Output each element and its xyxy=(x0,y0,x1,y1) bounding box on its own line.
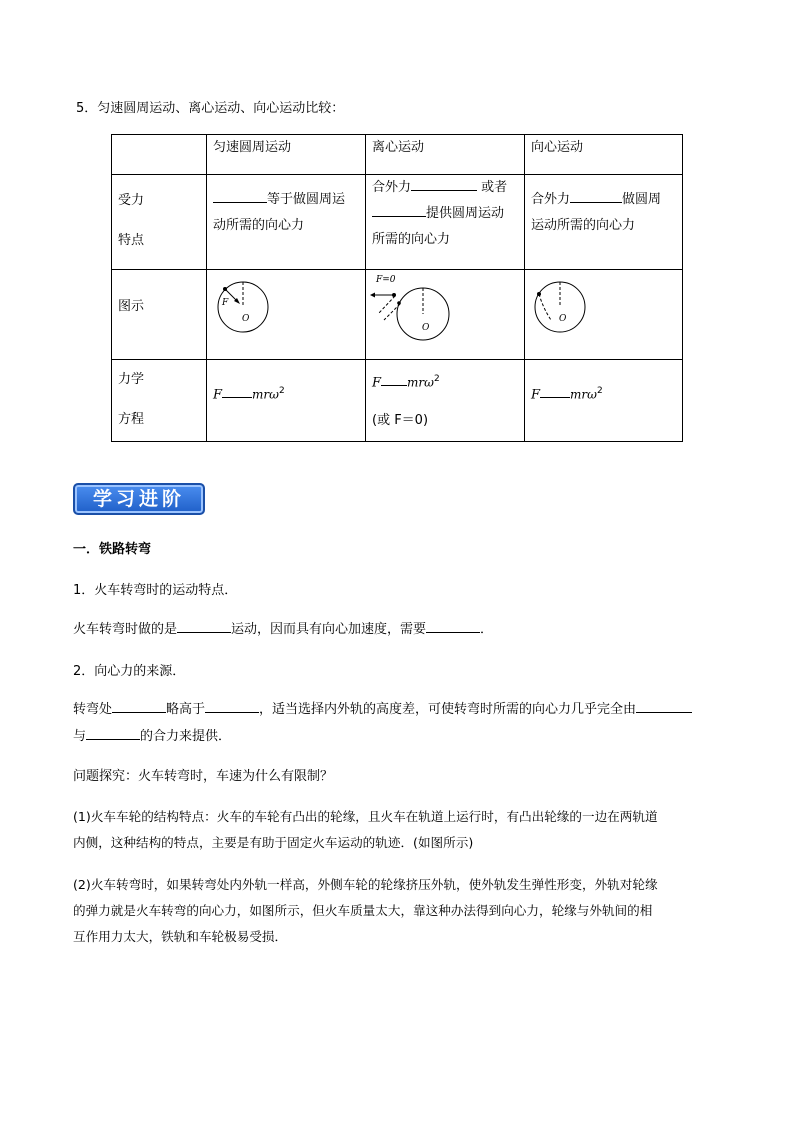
paragraph-1-line1: (1)火车车轮的结构特点：火车的车轮有凸出的轮缘，且火车在轨道上运行时，有凸出轮缘的一边在两轨道 xyxy=(73,809,658,824)
answer-blank[interactable] xyxy=(381,373,407,386)
answer-blank[interactable] xyxy=(636,700,692,713)
answer-blank[interactable] xyxy=(372,204,426,217)
header-centripetal: 向心运动 xyxy=(525,135,683,175)
table-row-diagram xyxy=(112,270,683,360)
item-1-text: 火车转弯时做的是 运动，因而具有向心加速度，需要 ． xyxy=(73,622,494,637)
header-empty-cell xyxy=(112,135,207,175)
centrifugal-circle-diagram xyxy=(366,270,524,359)
center-label: O xyxy=(422,323,430,333)
paragraph-2-line1: (2)火车转弯时，如果转弯处内外轨一样高，外侧车轮的轮缘挤压外轨，使外轨发生弹性形变，外轨对轮缘 xyxy=(73,877,658,892)
row-label-force: 受力 特点 xyxy=(112,175,207,270)
centripetal-circle-diagram xyxy=(525,270,683,359)
section-banner: 学习进阶 xyxy=(73,483,205,515)
answer-blank[interactable] xyxy=(411,178,477,191)
item-1-heading: 1．火车转弯时的运动特点． xyxy=(73,583,238,598)
cell-diagram-centrifugal xyxy=(366,270,525,360)
paragraph-2-line2: 的弹力就是火车转弯的向心力，如图所示，但火车质量太大，靠这种办法得到向心力，轮缘与外轨间的相 xyxy=(73,903,653,918)
part-title: 一．铁路转弯 xyxy=(73,542,152,557)
cell-force-uniform: 等于做圆周运 动所需的向心力 xyxy=(207,175,366,270)
force-label: F xyxy=(222,298,229,308)
answer-blank[interactable] xyxy=(112,700,166,713)
item-2-heading: 2．向心力的来源． xyxy=(73,664,186,679)
table-header-row xyxy=(112,135,683,175)
cell-equation-centripetal: F mrω$^2$ xyxy=(525,360,683,442)
answer-blank[interactable] xyxy=(177,620,231,633)
table-row-force xyxy=(112,175,683,270)
answer-blank[interactable] xyxy=(540,385,570,398)
cell-equation-uniform: F mrω$^2$ xyxy=(207,360,366,442)
cell-force-centripetal: 合外力 做圆周 运动所需的向心力 xyxy=(525,175,683,270)
cell-equation-centrifugal: F mrω$^2$ (或 F＝0) xyxy=(366,360,525,442)
zero-force-label: F=0 xyxy=(376,275,396,285)
cell-force-centrifugal: 合外力 或者 提供圆周运动 所需的向心力 xyxy=(366,175,525,270)
answer-blank[interactable] xyxy=(570,190,622,203)
paragraph-2-line3: 互作用力太大，铁轨和车轮极易受损． xyxy=(73,929,288,944)
paragraph-1-line2: 内侧，这种结构的特点，主要是有助于固定火车运动的轨迹．(如图所示) xyxy=(73,835,474,850)
answer-blank[interactable] xyxy=(213,190,267,203)
cell-diagram-centripetal xyxy=(525,270,683,360)
table-row-equation xyxy=(112,360,683,442)
header-centrifugal: 离心运动 xyxy=(366,135,525,175)
row-label-equation: 力学 方程 xyxy=(112,360,207,442)
row-label-diagram: 图示 xyxy=(112,270,207,360)
item-2-text-line2: 与 的合力来提供． xyxy=(73,729,232,744)
center-label: O xyxy=(559,314,567,324)
section-heading: 5．匀速圆周运动、离心运动、向心运动比较： xyxy=(76,101,345,116)
item-2-text-line1: 转弯处 略高于 ，适当选择内外轨的高度差，可使转弯时所需的向心力几乎完全由 xyxy=(73,698,692,717)
answer-blank[interactable] xyxy=(222,385,252,398)
cell-diagram-uniform xyxy=(207,270,366,360)
uniform-circle-diagram xyxy=(207,270,365,359)
answer-blank[interactable] xyxy=(205,700,259,713)
header-uniform: 匀速圆周运动 xyxy=(207,135,366,175)
comparison-table xyxy=(111,134,683,442)
center-label: O xyxy=(242,314,250,324)
answer-blank[interactable] xyxy=(426,620,480,633)
answer-blank[interactable] xyxy=(86,727,140,740)
question-text: 问题探究：火车转弯时，车速为什么有限制？ xyxy=(73,769,334,784)
